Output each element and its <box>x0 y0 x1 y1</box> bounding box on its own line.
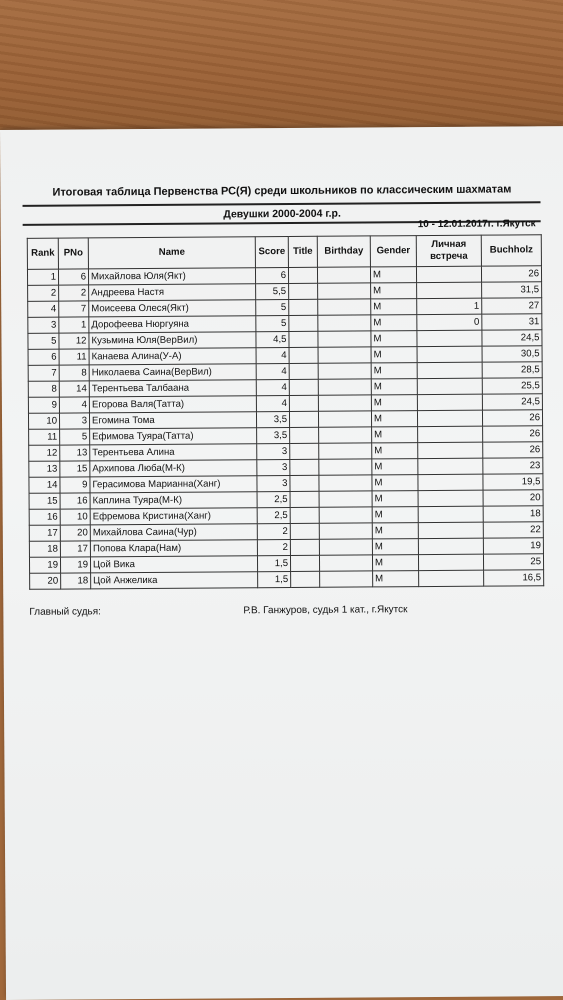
cell-rank: 19 <box>29 557 60 573</box>
cell-score: 3 <box>257 459 290 475</box>
cell-birthday <box>319 539 372 555</box>
cell-title <box>290 507 319 523</box>
cell-pno: 2 <box>59 285 89 301</box>
cell-title <box>289 315 318 331</box>
cell-buchholz: 24,5 <box>482 394 542 410</box>
cell-pno: 11 <box>59 349 89 365</box>
cell-title <box>290 427 319 443</box>
cell-gender: M <box>372 507 418 523</box>
cell-name: Цой Вика <box>90 556 257 573</box>
cell-personal-meeting <box>417 362 482 378</box>
cell-personal-meeting: 1 <box>417 298 482 314</box>
cell-gender: M <box>371 347 417 363</box>
cell-pno: 10 <box>60 509 90 525</box>
cell-title <box>290 491 319 507</box>
header-gender: Gender <box>370 236 416 267</box>
header-name: Name <box>88 237 255 269</box>
cell-buchholz: 30,5 <box>482 346 542 362</box>
cell-gender: M <box>372 539 418 555</box>
cell-rank: 7 <box>28 365 59 381</box>
cell-birthday <box>318 379 371 395</box>
cell-buchholz: 31,5 <box>482 282 542 298</box>
document-title: Итоговая таблица Первенства РС(Я) среди школьников по классическим шахматам <box>52 183 512 199</box>
cell-gender: M <box>371 395 417 411</box>
cell-personal-meeting <box>418 442 483 458</box>
cell-title <box>289 283 318 299</box>
cell-name: Цой Анжелика <box>91 572 258 589</box>
cell-rank: 2 <box>28 285 59 301</box>
cell-score: 2,5 <box>257 507 290 523</box>
cell-gender: M <box>372 459 418 475</box>
cell-gender: M <box>371 331 417 347</box>
cell-personal-meeting: 0 <box>417 314 482 330</box>
cell-buchholz: 19 <box>483 538 543 554</box>
cell-score: 1,5 <box>258 571 291 587</box>
cell-birthday <box>319 475 372 491</box>
cell-birthday <box>318 395 371 411</box>
cell-gender: M <box>372 427 418 443</box>
cell-title <box>289 331 318 347</box>
cell-personal-meeting <box>417 378 482 394</box>
cell-birthday <box>319 459 372 475</box>
cell-birthday <box>318 347 371 363</box>
cell-name: Николаева Саина(ВерВил) <box>89 364 256 381</box>
cell-score: 4 <box>256 347 289 363</box>
cell-buchholz: 22 <box>483 522 543 538</box>
cell-title <box>290 443 319 459</box>
chief-judge-name: Р.В. Ганжуров, судья 1 кат., г.Якутск <box>243 604 408 617</box>
cell-personal-meeting <box>417 330 482 346</box>
cell-name: Герасимова Марианна(Ханг) <box>90 476 257 493</box>
cell-score: 5 <box>256 299 289 315</box>
cell-personal-meeting <box>417 282 482 298</box>
cell-birthday <box>318 331 371 347</box>
cell-gender: M <box>372 555 418 571</box>
cell-rank: 5 <box>28 333 59 349</box>
document-subtitle: Девушки 2000-2004 г.р. <box>223 207 341 221</box>
cell-score: 3,5 <box>257 427 290 443</box>
cell-buchholz: 19,5 <box>483 474 543 490</box>
cell-gender: M <box>372 523 418 539</box>
cell-birthday <box>319 523 372 539</box>
cell-personal-meeting <box>416 266 481 282</box>
cell-pno: 14 <box>59 381 89 397</box>
cell-name: Каплина Туяра(М-К) <box>90 492 257 509</box>
cell-name: Дорофеева Нюргуяна <box>89 316 256 333</box>
header-personal-meeting: Личная встреча <box>416 235 481 266</box>
results-table <box>27 234 544 590</box>
cell-score: 1,5 <box>257 555 290 571</box>
cell-birthday <box>318 315 371 331</box>
cell-name: Кузьмина Юля(ВерВил) <box>89 332 256 349</box>
cell-title <box>289 299 318 315</box>
cell-pno: 15 <box>60 461 90 477</box>
cell-buchholz: 26 <box>481 266 541 282</box>
cell-title <box>290 539 319 555</box>
cell-pno: 16 <box>60 493 90 509</box>
cell-rank: 18 <box>29 541 60 557</box>
cell-personal-meeting <box>418 506 483 522</box>
table-row <box>30 570 544 590</box>
cell-birthday <box>319 491 372 507</box>
wooden-desk-background <box>0 0 563 145</box>
cell-title <box>291 571 320 587</box>
cell-name: Михайлова Юля(Якт) <box>88 268 255 285</box>
header-score: Score <box>255 236 288 267</box>
header-title: Title <box>288 236 317 267</box>
cell-birthday <box>319 443 372 459</box>
cell-personal-meeting <box>417 410 482 426</box>
header-buchholz: Buchholz <box>481 235 541 266</box>
table-header-row <box>27 235 541 270</box>
cell-name: Ефремова Кристина(Ханг) <box>90 508 257 525</box>
cell-score: 4 <box>256 379 289 395</box>
cell-pno: 19 <box>60 557 90 573</box>
cell-pno: 4 <box>59 397 89 413</box>
results-sheet <box>0 126 563 1000</box>
cell-name: Ефимова Туяра(Татта) <box>90 428 257 445</box>
cell-rank: 12 <box>29 445 60 461</box>
cell-pno: 7 <box>59 301 89 317</box>
cell-buchholz: 26 <box>483 442 543 458</box>
cell-pno: 17 <box>60 541 90 557</box>
cell-gender: M <box>372 443 418 459</box>
cell-name: Моисеева Олеся(Якт) <box>89 300 256 317</box>
cell-buchholz: 26 <box>483 426 543 442</box>
chief-judge-label: Главный судья: <box>29 606 101 618</box>
cell-title <box>290 459 319 475</box>
cell-buchholz: 28,5 <box>482 362 542 378</box>
cell-score: 5 <box>256 315 289 331</box>
cell-buchholz: 23 <box>483 458 543 474</box>
cell-buchholz: 16,5 <box>484 570 544 586</box>
cell-gender: M <box>370 267 416 283</box>
cell-rank: 17 <box>29 525 60 541</box>
cell-score: 4 <box>256 395 289 411</box>
cell-name: Попова Клара(Нам) <box>90 540 257 557</box>
cell-pno: 6 <box>58 269 88 285</box>
cell-rank: 13 <box>29 461 60 477</box>
cell-rank: 3 <box>28 317 59 333</box>
cell-gender: M <box>371 411 417 427</box>
cell-score: 3 <box>257 443 290 459</box>
cell-gender: M <box>371 315 417 331</box>
cell-title <box>288 267 317 283</box>
cell-rank: 14 <box>29 477 60 493</box>
cell-title <box>290 523 319 539</box>
cell-name: Терентьева Алина <box>90 444 257 461</box>
cell-name: Архипова Люба(М-К) <box>90 460 257 477</box>
cell-personal-meeting <box>419 570 484 586</box>
cell-personal-meeting <box>418 522 483 538</box>
cell-gender: M <box>371 283 417 299</box>
cell-name: Канаева Алина(У-А) <box>89 348 256 365</box>
cell-birthday <box>318 363 371 379</box>
cell-title <box>289 411 318 427</box>
cell-birthday <box>318 283 371 299</box>
cell-name: Егорова Валя(Татта) <box>89 396 256 413</box>
cell-pno: 1 <box>59 317 89 333</box>
cell-pno: 12 <box>59 333 89 349</box>
cell-pno: 8 <box>59 365 89 381</box>
header-rank: Rank <box>27 238 58 269</box>
cell-score: 2 <box>257 523 290 539</box>
cell-buchholz: 27 <box>482 298 542 314</box>
header-birthday: Birthday <box>317 236 370 267</box>
cell-birthday <box>319 555 372 571</box>
cell-rank: 9 <box>28 397 59 413</box>
cell-personal-meeting <box>418 426 483 442</box>
cell-birthday <box>318 411 371 427</box>
cell-rank: 20 <box>30 573 61 589</box>
cell-title <box>290 475 319 491</box>
cell-score: 5,5 <box>256 283 289 299</box>
cell-score: 3,5 <box>256 411 289 427</box>
cell-title <box>289 379 318 395</box>
cell-score: 2,5 <box>257 491 290 507</box>
cell-rank: 4 <box>28 301 59 317</box>
cell-gender: M <box>371 299 417 315</box>
cell-pno: 18 <box>61 573 91 589</box>
cell-birthday <box>320 571 373 587</box>
cell-title <box>289 347 318 363</box>
cell-personal-meeting <box>418 538 483 554</box>
cell-buchholz: 25,5 <box>482 378 542 394</box>
cell-rank: 15 <box>29 493 60 509</box>
cell-gender: M <box>373 571 419 587</box>
cell-score: 4,5 <box>256 331 289 347</box>
cell-personal-meeting <box>418 554 483 570</box>
cell-personal-meeting <box>418 474 483 490</box>
cell-score: 6 <box>255 267 288 283</box>
cell-name: Андреева Настя <box>89 284 256 301</box>
cell-score: 2 <box>257 539 290 555</box>
cell-name: Егомина Тома <box>89 412 256 429</box>
cell-pno: 20 <box>60 525 90 541</box>
header-pno: PNo <box>58 238 88 269</box>
cell-birthday <box>319 507 372 523</box>
cell-rank: 8 <box>28 381 59 397</box>
cell-buchholz: 26 <box>482 410 542 426</box>
cell-title <box>289 395 318 411</box>
cell-birthday <box>317 267 370 283</box>
cell-title <box>289 363 318 379</box>
cell-buchholz: 18 <box>483 506 543 522</box>
cell-personal-meeting <box>417 394 482 410</box>
cell-buchholz: 20 <box>483 490 543 506</box>
cell-rank: 6 <box>28 349 59 365</box>
cell-buchholz: 25 <box>483 554 543 570</box>
cell-gender: M <box>371 379 417 395</box>
cell-birthday <box>318 299 371 315</box>
cell-rank: 16 <box>29 509 60 525</box>
cell-buchholz: 31 <box>482 314 542 330</box>
cell-title <box>290 555 319 571</box>
cell-pno: 3 <box>59 413 89 429</box>
cell-pno: 13 <box>60 445 90 461</box>
cell-gender: M <box>372 475 418 491</box>
cell-personal-meeting <box>417 346 482 362</box>
cell-gender: M <box>371 363 417 379</box>
cell-rank: 11 <box>29 429 60 445</box>
cell-rank: 1 <box>27 269 58 285</box>
cell-pno: 5 <box>60 429 90 445</box>
date-place: 10 - 12.01.2017г. г.Якутск <box>417 218 536 231</box>
cell-personal-meeting <box>418 458 483 474</box>
cell-name: Михайлова Саина(Чур) <box>90 524 257 541</box>
cell-gender: M <box>372 491 418 507</box>
cell-name: Терентьева Талбаана <box>89 380 256 397</box>
cell-score: 4 <box>256 363 289 379</box>
cell-score: 3 <box>257 475 290 491</box>
cell-birthday <box>319 427 372 443</box>
cell-rank: 10 <box>28 413 59 429</box>
cell-pno: 9 <box>60 477 90 493</box>
cell-buchholz: 24,5 <box>482 330 542 346</box>
cell-personal-meeting <box>418 490 483 506</box>
